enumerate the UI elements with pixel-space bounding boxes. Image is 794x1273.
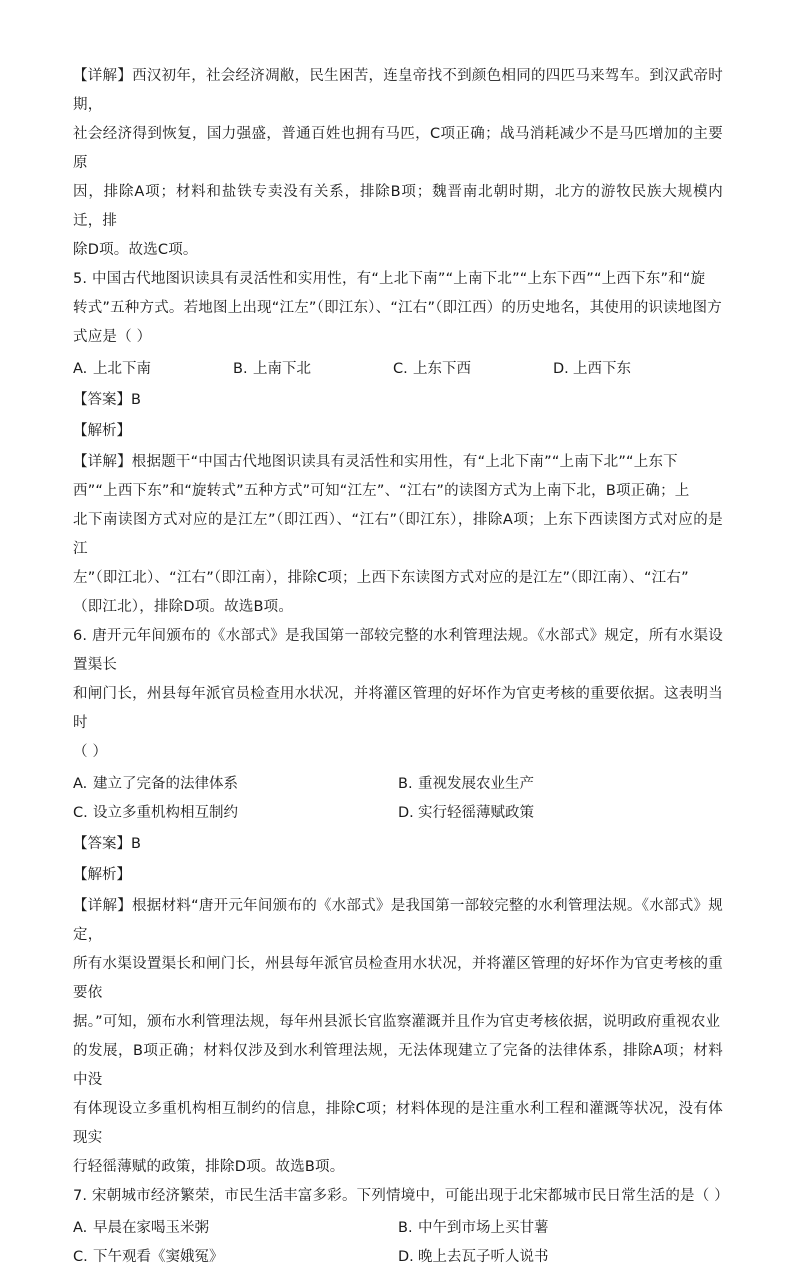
answer-label: 【答案】B	[73, 392, 141, 408]
analysis-label: 【解析】	[73, 867, 131, 883]
text-line: 除D项。故选C项。	[73, 242, 198, 258]
detail-line: 行轻徭薄赋的政策，排除D项。故选B项。	[73, 1159, 345, 1175]
text-line: 社会经济得到恢复，国力强盛，普通百姓也拥有马匹，C项正确；战马消耗减少不是马匹增加的主要原	[73, 126, 723, 171]
detail-line: 有体现设立多重机构相互制约的信息，排除C项；材料体现的是注重水利工程和灌溉等状况，没有体现实	[73, 1101, 723, 1146]
question-stem: 转式”五种方式。若地图上出现“江左”（即江东）、“江右”（即江西）的历史地名，其使用的识读地图方	[73, 300, 722, 316]
detail-line: 北下南读图方式对应的是江左”（即江西）、“江右”（即江东），排除A项；上东下西读图方式对应的是江	[73, 512, 723, 557]
question-7	[73, 1182, 729, 1272]
option-c: C. 上东下西	[393, 361, 471, 377]
question-options	[73, 770, 723, 828]
option-a: A. 早晨在家喝玉米粥	[73, 1220, 209, 1236]
detail-line: 左”（即江北）、“江右”（即江南），排除C项；上西下东读图方式对应的是江左”（即江南）、“江右”	[73, 570, 689, 586]
question-stem: 7. 宋朝城市经济繁荣，市民生活丰富多彩。下列情境中，可能出现于北宋都城市民日常生活的是（ ）	[73, 1188, 729, 1204]
option-c: C. 设立多重机构相互制约	[73, 805, 238, 821]
detail-line: 西”“上西下东”和“旋转式”五种方式”可知“江左”、“江右”的读图方式为上南下北，B项正确；上	[73, 483, 690, 499]
question-stem: 5. 中国古代地图识读具有灵活性和实用性，有“上北下南”“上南下北”“上东下西”“上西下东”和“旋	[73, 271, 706, 287]
question-stem: （ ）	[73, 744, 108, 760]
question-stem: 和闸门长，州县每年派官员检查用水状况，并将灌区管理的好坏作为官吏考核的重要依据。这表明当时	[73, 686, 723, 731]
option-d: D. 晚上去瓦子听人说书	[398, 1249, 549, 1265]
analysis-label: 【解析】	[73, 423, 131, 439]
option-a: A. 建立了完备的法律体系	[73, 776, 238, 792]
question-stem: 式应是（ ）	[73, 329, 152, 345]
option-b: B. 中午到市场上买甘薯	[398, 1220, 549, 1236]
option-a: A. 上北下南	[73, 361, 151, 377]
option-d: D. 实行轻徭薄赋政策	[398, 805, 534, 821]
text-line: 因，排除A项；材料和盐铁专卖没有关系，排除B项；魏晋南北朝时期，北方的游牧民族大规模内迁，排	[73, 184, 723, 229]
detail-line: 所有水渠设置渠长和闸门长，州县每年派官员检查用水状况，并将灌区管理的好坏作为官吏考核的重要依	[73, 956, 723, 1001]
option-d: D. 上西下东	[553, 361, 631, 377]
detail-line: 【详解】根据材料“唐开元年间颁布的《水部式》是我国第一部较完整的水利管理法规。《水部式》规定，	[73, 898, 723, 943]
option-c: C. 下午观看《窦娥冤》	[73, 1249, 224, 1265]
detail-line: 的发展，B项正确；材料仅涉及到水利管理法规，无法体现建立了完备的法律体系，排除A项；材料中没	[73, 1043, 723, 1088]
option-b: B. 上南下北	[233, 361, 311, 377]
detail-line: 【详解】根据题干“中国古代地图识读具有灵活性和实用性，有“上北下南”“上南下北”“上东下	[73, 454, 678, 470]
q4-detail	[73, 62, 723, 265]
question-stem: 6. 唐开元年间颁布的《水部式》是我国第一部较完整的水利管理法规。《水部式》规定，所有水渠设置渠长	[73, 628, 723, 673]
detail-line: （即江北），排除D项。故选B项。	[73, 599, 294, 615]
detail-line: 据。”可知，颁布水利管理法规，每年州县派长官监察灌溉并且作为官吏考核依据，说明政府重视农业	[73, 1014, 721, 1030]
option-b: B. 重视发展农业生产	[398, 776, 534, 792]
question-6	[73, 622, 723, 1182]
answer-label: 【答案】B	[73, 836, 141, 852]
text-line: 【详解】西汉初年，社会经济凋敝，民生困苦，连皇帝找不到颜色相同的四匹马来驾车。到汉武帝时期，	[73, 68, 723, 113]
question-options	[73, 1214, 723, 1272]
question-options	[73, 355, 723, 384]
document-page	[73, 62, 729, 1273]
question-5	[73, 265, 723, 622]
